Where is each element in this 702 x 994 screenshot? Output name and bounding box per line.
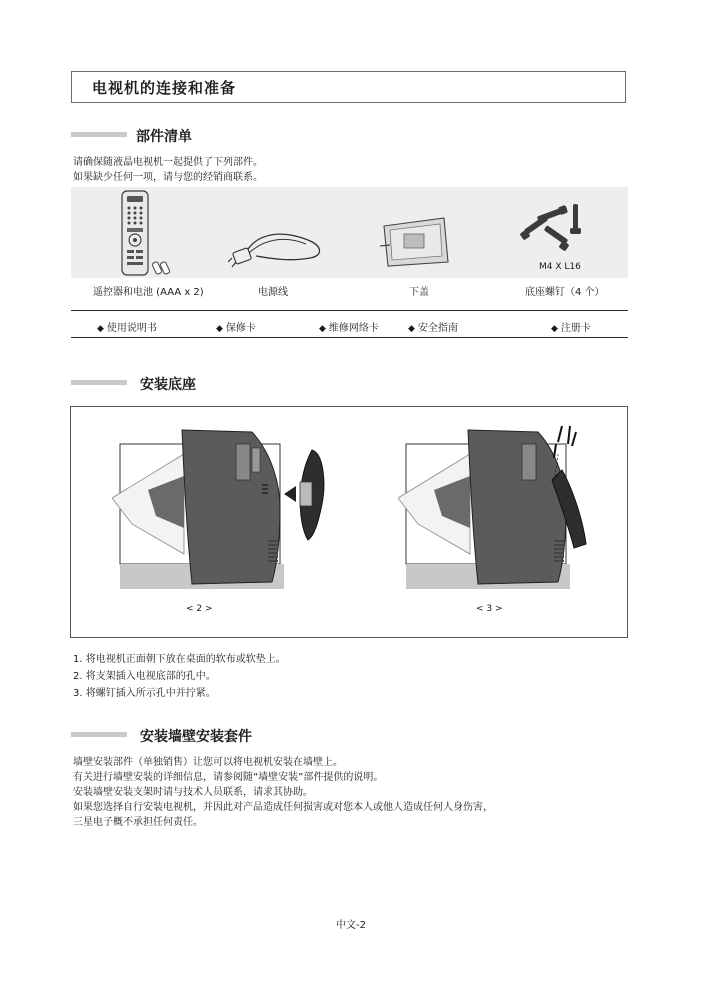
step-2: 2. 将支架插入电视底部的孔中。 (73, 671, 216, 682)
part-label-bottom-cover: 下盖 (409, 287, 429, 298)
wall-mount-line-5: 三星电子概不承担任何责任。 (73, 817, 203, 828)
parts-intro-line-2: 如果缺少任何一项，请与您的经销商联系。 (73, 172, 263, 183)
doc-item-safety-guide: ◆ 安全指南 (408, 323, 458, 334)
stand-figure-3 (398, 424, 598, 594)
part-label-power-cord: 电源线 (258, 287, 288, 298)
figure-caption-3: < 3 > (476, 604, 503, 614)
screws-icon (515, 198, 585, 256)
section-title-stand: 安装底座 (140, 377, 196, 393)
step-1: 1. 将电视机正面朝下放在桌面的软布或软垫上。 (73, 654, 286, 665)
part-label-remote: 遥控器和电池 (AAA x 2) (93, 287, 204, 298)
step-3: 3. 将螺钉插入所示孔中并拧紧。 (73, 688, 216, 699)
section-bar (71, 132, 127, 137)
parts-intro-line-1: 请确保随液晶电视机一起提供了下列部件。 (73, 157, 263, 168)
doc-item-service-network: ◆ 维修网络卡 (319, 323, 379, 334)
section-title-wall-mount: 安装墙壁安装套件 (140, 729, 252, 745)
doc-item-registration: ◆ 注册卡 (551, 323, 591, 334)
stand-figure-2 (112, 424, 338, 594)
wall-mount-line-2: 有关进行墙壁安装的详细信息，请参阅随“墙壁安装”部件提供的说明。 (73, 772, 384, 783)
divider-bottom (71, 337, 628, 338)
bottom-cover-icon (380, 214, 452, 270)
divider-top (71, 310, 628, 311)
wall-mount-line-4: 如果您选择自行安装电视机，并因此对产品造成任何损害或对您本人或他人造成任何人身伤害， (73, 802, 493, 813)
screw-spec-label: M4 X L16 (539, 262, 581, 272)
wall-mount-line-3: 安装墙壁安装支架时请与技术人员联系，请求其协助。 (73, 787, 313, 798)
page-number: 中文-2 (336, 920, 366, 931)
section-bar (71, 380, 127, 385)
section-title-parts: 部件清单 (136, 129, 192, 145)
doc-item-warranty: ◆ 保修卡 (216, 323, 256, 334)
wall-mount-line-1: 墙壁安装部件（单独销售）让您可以将电视机安装在墙壁上。 (73, 757, 343, 768)
doc-item-manual: ◆ 使用说明书 (97, 323, 157, 334)
chapter-title: 电视机的连接和准备 (92, 79, 237, 97)
remote-control-icon (118, 190, 178, 276)
power-cord-icon (228, 222, 328, 274)
figure-caption-2: < 2 > (186, 604, 213, 614)
section-bar (71, 732, 127, 737)
part-label-screws: 底座螺钉（4 个） (525, 287, 605, 298)
chapter-title-box (71, 71, 626, 103)
